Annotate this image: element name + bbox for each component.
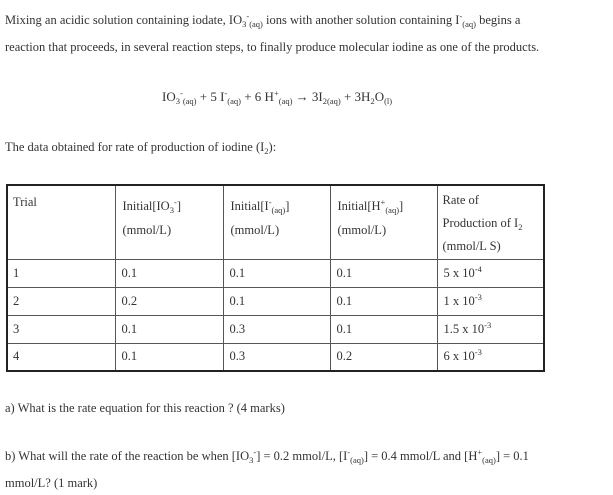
reaction-equation: $IO_3^-_{(aq)} + 5$ $I^-_{(aq)} + 6$ $H^+_{(aq)} \to 3I_{2(aq)} + 3H_2O_{(l)}$: [162, 88, 393, 106]
rate-cell: 1.5 x $10^{-3}$: [437, 315, 544, 343]
io3-cell: 0.2: [115, 287, 223, 315]
question-a: a) What is the rate equation for this reaction ? (4 marks): [5, 401, 285, 415]
header-rate: Rate of Production of $I_2$ (mmol/L S): [437, 185, 544, 259]
iodide-cell: 0.1: [223, 287, 330, 315]
header-initial-io3: $Initial[IO_3^-]$ (mmol/L): [115, 185, 223, 259]
intro-line-1: Mixing an acidic solution containing iodate, $IO_3^-_{(aq)}$ ions with another solution containing $I^-_{(aq)}$ begins a: [5, 11, 521, 29]
io3-cell: 0.1: [115, 259, 223, 287]
rate-cell: 1 x $10^{-3}$: [437, 287, 544, 315]
trial-cell: 3: [7, 315, 115, 343]
header-initial-iodide: $Initial[I^-_{(aq)}]$ (mmol/L): [223, 185, 330, 259]
table-row: [7, 343, 544, 371]
question-b-line-2: mmol/L? (1 mark): [5, 476, 98, 490]
io3-cell: 0.1: [115, 315, 223, 343]
iodide-cell: 0.3: [223, 343, 330, 371]
rate-cell: 5 x $10^{-4}$: [437, 259, 544, 287]
hydrogen-cell: 0.2: [330, 343, 437, 371]
header-trial: Trial: [7, 185, 115, 259]
data-intro-text: The data obtained for rate of production of iodine $(I_2)$:: [5, 140, 277, 156]
iodide-cell: 0.3: [223, 315, 330, 343]
intro-line-2: reaction that proceeds, in several reaction steps, to finally produce molecular iodine as one of the products.: [5, 40, 540, 54]
io3-cell: 0.1: [115, 343, 223, 371]
trial-cell: 4: [7, 343, 115, 371]
iodide-cell: 0.1: [223, 259, 330, 287]
question-b-line-1: b) What will the rate of the reaction be when $[IO_3^-] = 0.2$ mmol/L, $[I^-_{(aq)}] = 0.4$ mmol/L and $[H^+_{(aq)}] = 0.1$: [5, 447, 529, 465]
rate-cell: 6 x $10^{-3}$: [437, 343, 544, 371]
header-initial-hydrogen: $Initial[H^+_{(aq)}]$ (mmol/L): [330, 185, 437, 259]
trial-cell: 1: [7, 259, 115, 287]
trial-cell: 2: [7, 287, 115, 315]
hydrogen-cell: 0.1: [330, 287, 437, 315]
hydrogen-cell: 0.1: [330, 259, 437, 287]
table-row: [7, 315, 544, 343]
table-header-row: [7, 185, 544, 259]
hydrogen-cell: 0.1: [330, 315, 437, 343]
table-row: [7, 259, 544, 287]
table-row: [7, 287, 544, 315]
rate-data-table: [6, 184, 545, 372]
